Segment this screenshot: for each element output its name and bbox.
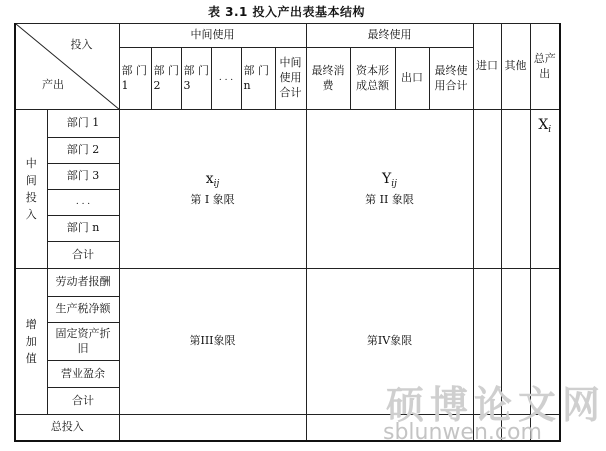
corner-output-label: 产出 xyxy=(42,78,64,92)
row-label-ellipsis: . . . xyxy=(47,190,119,216)
intermediate-input-label-text: 中间投入 xyxy=(25,157,37,221)
final-consumption-text: 最终消费 xyxy=(311,63,345,92)
quadrant-2-subscript: ij xyxy=(391,179,397,189)
watermark-logo-text: 硕博论文网 xyxy=(386,382,606,427)
final-use-total-text: 最终使用合计 xyxy=(434,63,468,92)
dept-column-n-word: 部 门 xyxy=(243,63,269,77)
total-output-header-text: 总产出 xyxy=(533,51,556,80)
capital-formation-text: 资本形成总额 xyxy=(356,63,389,92)
dept-column-3-number: 3 xyxy=(183,78,191,92)
quadrant-2-label: 第 II 象限 xyxy=(365,193,414,207)
row-label-fixed-asset-depreciation xyxy=(47,323,119,361)
watermark-url: sblunwen.com xyxy=(383,420,542,445)
dept-column-ellipsis-text: . . . xyxy=(218,73,234,84)
total-output-cell xyxy=(530,110,560,269)
quadrant-2-symbol xyxy=(307,170,473,190)
imports-header: 进口 xyxy=(473,24,501,110)
total-output-symbol xyxy=(531,116,560,136)
total-output-subscript: i xyxy=(548,125,552,135)
others-intermediate-cell xyxy=(501,110,530,269)
value-added-label-text: 增加值 xyxy=(25,318,37,365)
quadrant-2-cell xyxy=(306,110,473,269)
row-label-dept-3: 部门 3 xyxy=(47,164,119,190)
row-label-value-added-total: 合计 xyxy=(47,388,119,415)
intermediate-total-text: 中间使用合计 xyxy=(279,56,302,99)
quadrant-3-cell xyxy=(119,269,306,415)
corner-input-label: 投入 xyxy=(70,38,93,51)
row-label-net-production-tax: 生产税净额 xyxy=(47,297,119,323)
intermediate-input-label xyxy=(15,110,47,269)
dept-column-2 xyxy=(151,48,181,110)
quadrant-1-symbol xyxy=(120,170,306,190)
dept-column-2-number: 2 xyxy=(153,78,161,92)
dept-column-1 xyxy=(119,48,151,110)
total-output-symbol-letter: X xyxy=(538,117,549,133)
quadrant-2-symbol-letter: Y xyxy=(382,171,392,187)
value-added-label xyxy=(15,269,47,415)
row-label-dept-n: 部门 n xyxy=(47,216,119,242)
final-use-header: 最终使用 xyxy=(306,24,473,48)
row-label-fixed-asset-depreciation-text: 固定资产折旧 xyxy=(55,326,111,355)
total-input-label: 总投入 xyxy=(15,415,119,441)
quadrant-1-label: 第 I 象限 xyxy=(190,193,235,207)
dept-column-n-number: n xyxy=(243,78,251,92)
table-caption: 表 3.1 投入产出表基本结构 xyxy=(207,5,366,19)
corner-diagonal xyxy=(16,24,120,110)
imports-intermediate-cell xyxy=(473,110,501,269)
exports-header: 出口 xyxy=(395,48,429,110)
dept-column-2-word: 部 门 xyxy=(153,63,179,77)
final-consumption-header xyxy=(306,48,350,110)
row-label-dept-2: 部门 2 xyxy=(47,138,119,164)
quadrant-1-symbol-letter: x xyxy=(205,171,214,187)
dept-column-3 xyxy=(181,48,211,110)
dept-column-n xyxy=(241,48,275,110)
others-header: 其他 xyxy=(501,24,530,110)
row-label-intermediate-total: 合计 xyxy=(47,242,119,269)
quadrant-4-label: 第IV象限 xyxy=(366,334,413,348)
row-label-labor-compensation: 劳动者报酬 xyxy=(47,269,119,297)
total-input-intermediate-cell xyxy=(119,415,306,441)
row-label-operating-surplus: 营业盈余 xyxy=(47,361,119,388)
quadrant-3-label: 第III象限 xyxy=(189,334,236,348)
intermediate-use-header: 中间使用 xyxy=(119,24,306,48)
dept-column-ellipsis xyxy=(211,48,241,110)
row-label-dept-1: 部门 1 xyxy=(47,110,119,138)
intermediate-total-header xyxy=(275,48,306,110)
capital-formation-header xyxy=(350,48,395,110)
quadrant-1-cell xyxy=(119,110,306,269)
quadrant-1-subscript: ij xyxy=(213,179,220,189)
dept-column-1-word: 部 门 xyxy=(121,63,147,77)
final-use-total-header xyxy=(429,48,473,110)
dept-column-1-number: 1 xyxy=(121,78,129,92)
total-output-header xyxy=(530,24,560,110)
dept-column-3-word: 部 门 xyxy=(183,63,209,77)
corner-header-cell xyxy=(15,24,119,110)
